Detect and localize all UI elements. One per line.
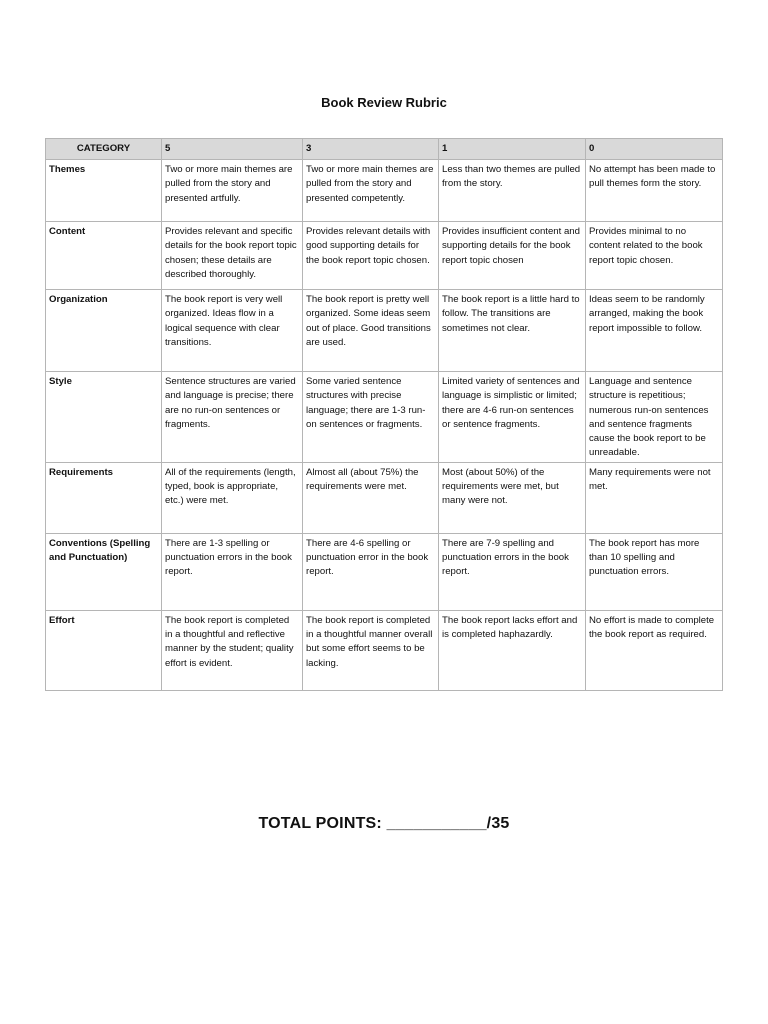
table-cell: Provides relevant details with good supporting details for the book report topic chosen. <box>303 222 439 290</box>
row-category: Organization <box>46 290 162 372</box>
table-cell: No effort is made to complete the book report as required. <box>586 610 723 690</box>
table-cell: Provides insufficient content and supporting details for the book report topic chosen <box>439 222 586 290</box>
table-cell: The book report is a little hard to follow. The transitions are sometimes not clear. <box>439 290 586 372</box>
table-cell: The book report is completed in a thoughtful and reflective manner by the student; quality effort is evident. <box>162 610 303 690</box>
row-category: Content <box>46 222 162 290</box>
table-row <box>46 533 723 610</box>
header-score-0: 0 <box>586 139 723 160</box>
row-category: Requirements <box>46 462 162 533</box>
table-cell: Provides relevant and specific details for the book report topic chosen; these details are described thoroughly. <box>162 222 303 290</box>
rubric-table <box>45 138 723 691</box>
header-category: CATEGORY <box>46 139 162 160</box>
rubric-body <box>46 160 723 691</box>
table-cell: The book report is very well organized. Ideas flow in a logical sequence with clear transitions. <box>162 290 303 372</box>
table-cell: Many requirements were not met. <box>586 462 723 533</box>
table-cell: Most (about 50%) of the requirements were met, but many were not. <box>439 462 586 533</box>
table-cell: There are 1-3 spelling or punctuation errors in the book report. <box>162 533 303 610</box>
table-cell: The book report is completed in a thoughtful manner overall but some effort seems to be lacking. <box>303 610 439 690</box>
row-category: Conventions (Spelling and Punctuation) <box>46 533 162 610</box>
table-cell: Two or more main themes are pulled from the story and presented competently. <box>303 160 439 222</box>
table-cell: Sentence structures are varied and language is precise; there are no run-on sentences or fragments. <box>162 372 303 463</box>
table-row <box>46 610 723 690</box>
table-cell: Less than two themes are pulled from the story. <box>439 160 586 222</box>
table-cell: No attempt has been made to pull themes form the story. <box>586 160 723 222</box>
table-row <box>46 372 723 463</box>
document-title: Book Review Rubric <box>321 95 447 110</box>
header-score-3: 3 <box>303 139 439 160</box>
table-row <box>46 222 723 290</box>
header-row <box>46 139 723 160</box>
row-category: Themes <box>46 160 162 222</box>
row-category: Effort <box>46 610 162 690</box>
table-cell: Two or more main themes are pulled from the story and presented artfully. <box>162 160 303 222</box>
table-cell: Some varied sentence structures with precise language; there are 1-3 run-on sentences or fragments. <box>303 372 439 463</box>
table-cell: Almost all (about 75%) the requirements were met. <box>303 462 439 533</box>
table-cell: The book report lacks effort and is completed haphazardly. <box>439 610 586 690</box>
table-row <box>46 462 723 533</box>
table-cell: The book report is pretty well organized. Some ideas seem out of place. Good transitions are used. <box>303 290 439 372</box>
table-cell: There are 7-9 spelling and punctuation errors in the book report. <box>439 533 586 610</box>
header-score-5: 5 <box>162 139 303 160</box>
table-cell: The book report has more than 10 spelling and punctuation errors. <box>586 533 723 610</box>
table-cell: Language and sentence structure is repetitious; numerous run-on sentences and sentence fragments cause the book report to be unreadable. <box>586 372 723 463</box>
rubric-header <box>46 139 723 160</box>
table-cell: All of the requirements (length, typed, book is appropriate, etc.) were met. <box>162 462 303 533</box>
table-row <box>46 290 723 372</box>
table-cell: Provides minimal to no content related to the book report topic chosen. <box>586 222 723 290</box>
table-cell: There are 4-6 spelling or punctuation error in the book report. <box>303 533 439 610</box>
table-cell: Ideas seem to be randomly arranged, making the book report impossible to follow. <box>586 290 723 372</box>
table-row <box>46 160 723 222</box>
total-points-line: TOTAL POINTS: ___________/35 <box>258 815 510 832</box>
row-category: Style <box>46 372 162 463</box>
table-cell: Limited variety of sentences and language is simplistic or limited; there are 4-6 run-on sentences or sentence fragments. <box>439 372 586 463</box>
header-score-1: 1 <box>439 139 586 160</box>
